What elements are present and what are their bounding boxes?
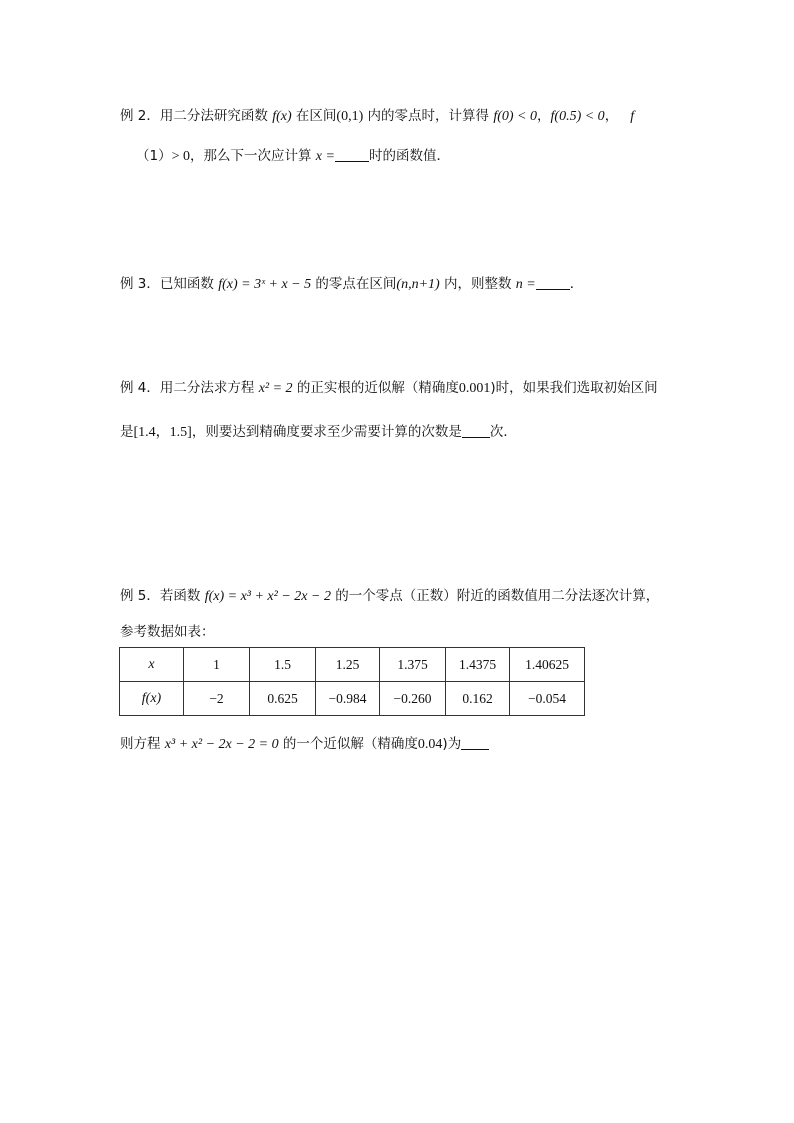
example-5-label: 例 5． xyxy=(120,588,160,604)
table-row-fx xyxy=(120,682,585,716)
table-cell: 1 xyxy=(184,648,250,682)
equation-ex5: x³ + x² − 2x − 2 = 0 xyxy=(164,737,279,752)
interval-0-1: (0,1) xyxy=(336,109,364,124)
function-formula-ex3: f(x) = 3ˣ + x − 5 xyxy=(218,277,312,292)
table-cell: 1.5 xyxy=(250,648,316,682)
n-equals: n = xyxy=(515,277,536,292)
example-2-label: 例 2． xyxy=(120,108,160,124)
table-cell: 1.25 xyxy=(316,648,380,682)
table-head-x: x xyxy=(120,648,184,682)
example-5-line-3: 则方程 x³ + x² − 2x − 2 = 0 的一个近似解（精确度0.04)为 xyxy=(120,734,489,755)
precision-ex5: 0.04 xyxy=(417,737,443,752)
answer-blank-ex5 xyxy=(461,735,489,750)
reference-data-table xyxy=(119,647,585,716)
table-cell: 0.162 xyxy=(446,682,510,716)
condition-f1-end: > 0 xyxy=(171,149,190,164)
example-5-line-2: 参考数据如表： xyxy=(120,624,215,640)
example-4-line-2: 是[1.4，1.5]，则要达到精确度要求至少需要计算的次数是 次． xyxy=(120,424,517,440)
table-cell: 1.375 xyxy=(380,648,446,682)
interval-n: (n,n+1) xyxy=(396,277,440,292)
example-2-line-1: 例 2．用二分法研究函数 f(x) 在区间(0,1) 内的零点时，计算得 f(0) < 0，f(0.5) < 0， f xyxy=(120,108,635,124)
table-cell: 0.625 xyxy=(250,682,316,716)
table-cell: −0.054 xyxy=(510,682,585,716)
x-equals: x = xyxy=(315,149,335,164)
interval-ex4: [1.4，1.5] xyxy=(133,425,192,440)
example-4-label: 例 4． xyxy=(120,380,160,396)
table-cell: −2 xyxy=(184,682,250,716)
table-cell: 1.40625 xyxy=(510,648,585,682)
answer-blank-ex2 xyxy=(335,147,369,162)
condition-f0: f(0) < 0 xyxy=(493,109,538,124)
example-2-line-2: （1）> 0，那么下一次应计算 x = 时的函数值． xyxy=(136,148,450,164)
table-row-x xyxy=(120,648,585,682)
table-head-fx: f(x) xyxy=(120,682,184,716)
answer-blank-ex3 xyxy=(536,275,570,290)
precision-ex4: 0.001 xyxy=(458,381,491,396)
condition-f1-start: f xyxy=(630,109,635,124)
table-cell: 1.4375 xyxy=(446,648,510,682)
table-cell: −0.984 xyxy=(316,682,380,716)
example-3-line: 例 3．已知函数 f(x) = 3ˣ + x − 5 的零点在区间(n,n+1) 内，则整数 n = ． xyxy=(120,276,584,292)
table-cell: −0.260 xyxy=(380,682,446,716)
answer-blank-ex4 xyxy=(462,423,490,438)
equation-ex4: x² = 2 xyxy=(258,381,293,396)
example-3-label: 例 3． xyxy=(120,276,160,292)
example-5-line-1: 例 5．若函数 f(x) = x³ + x² − 2x − 2 的一个零点（正数）附近的函数值用二分法逐次计算， xyxy=(120,588,660,604)
function-formula-ex5: f(x) = x³ + x² − 2x − 2 xyxy=(204,589,331,604)
example-4-line-1: 例 4．用二分法求方程 x² = 2 的正实根的近似解（精确度0.001)时，如果我们选取初始区间 xyxy=(120,380,658,396)
function-fx: f(x) xyxy=(272,109,292,124)
condition-f05: f(0.5) < 0 xyxy=(550,109,605,124)
